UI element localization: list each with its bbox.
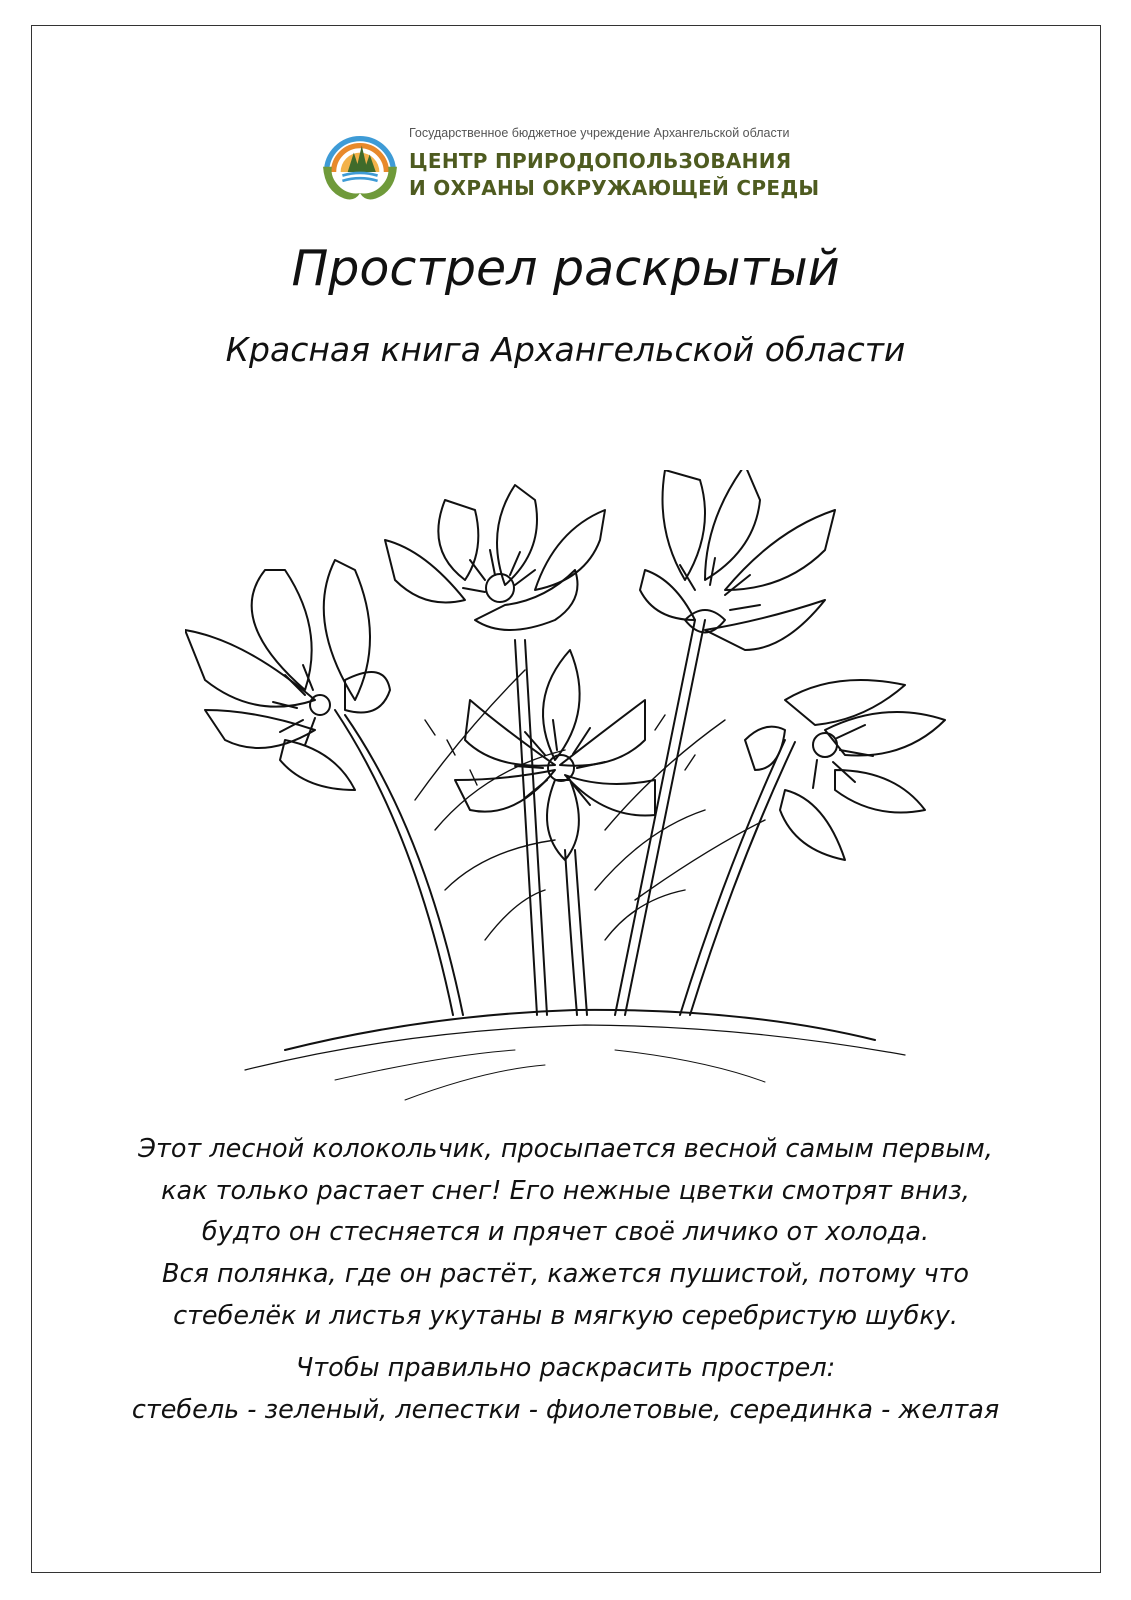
coloring-instruction-intro: Чтобы правильно раскрасить прострел: xyxy=(295,1353,836,1383)
description-line-5: стебелёк и листья укутаны в мягкую серебристую шубку. xyxy=(173,1301,958,1331)
page-title: Прострел раскрытый xyxy=(291,240,840,297)
logo-name-line2: И ОХРАНЫ ОКРУЖАЮЩЕЙ СРЕДЫ xyxy=(409,176,820,200)
stems xyxy=(335,620,795,1015)
organization-logo xyxy=(316,121,820,211)
flower-left xyxy=(185,560,390,790)
flower-center xyxy=(455,650,655,860)
flower-right xyxy=(745,680,945,860)
logo-name-line1: ЦЕНТР ПРИРОДОПОЛЬЗОВАНИЯ xyxy=(409,149,792,173)
logo-emblem-icon xyxy=(316,121,404,209)
description-line-3: будто он стесняется и прячет своё личико от холода. xyxy=(201,1217,930,1247)
pasqueflower-coloring-illustration xyxy=(185,470,975,1120)
page-subtitle: Красная книга Архангельской области xyxy=(225,330,906,369)
description-line-1: Этот лесной колокольчик, просыпается весной самым первым, xyxy=(138,1134,993,1164)
description-line-4: Вся полянка, где он растёт, кажется пушистой, потому что xyxy=(161,1259,970,1289)
flower-upper-right xyxy=(640,470,835,650)
logo-org-type: Государственное бюджетное учреждение Архангельской области xyxy=(409,126,790,140)
coloring-instruction-colors: стебель - зеленый, лепестки - фиолетовые, серединка - желтая xyxy=(131,1395,1000,1425)
flower-upper-left xyxy=(385,485,605,630)
description-line-2: как только растает снег! Его нежные цветки смотрят вниз, xyxy=(161,1176,970,1206)
